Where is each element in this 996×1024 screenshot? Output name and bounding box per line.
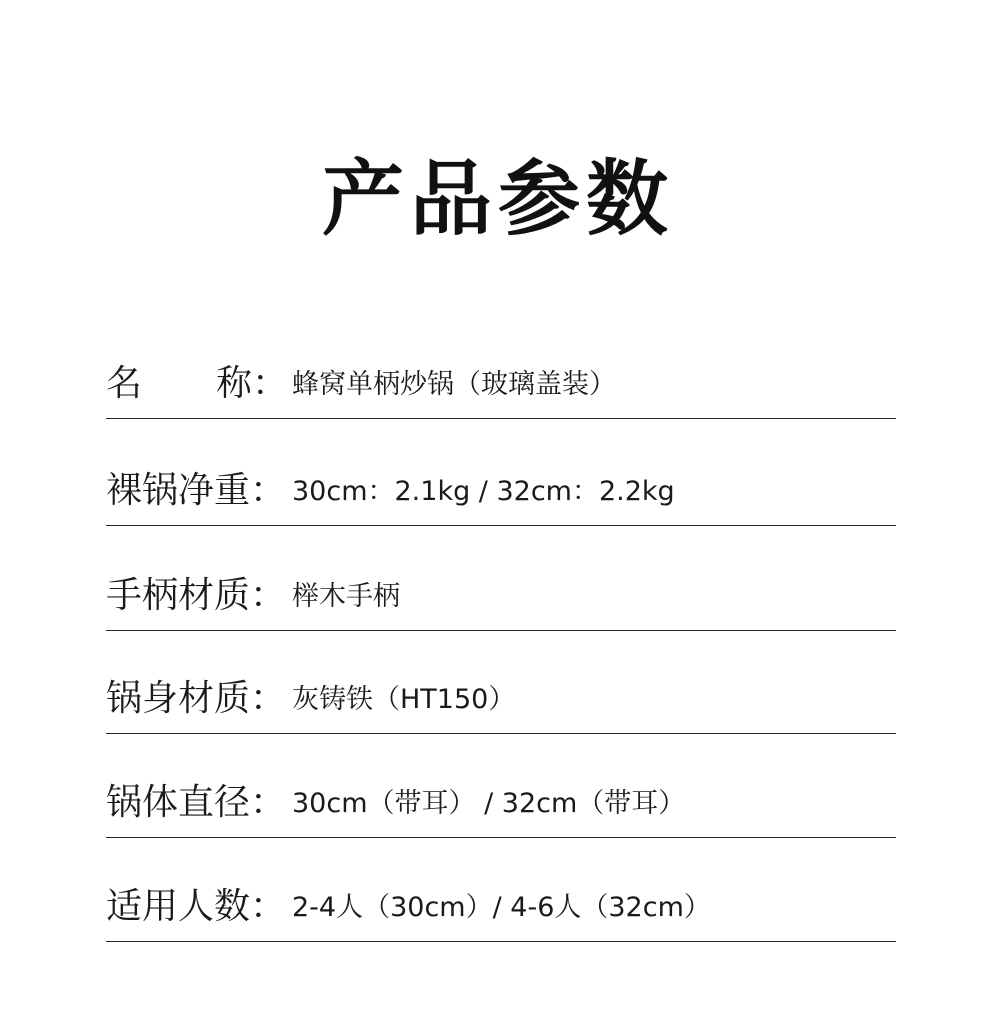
spec-value: 2-4人（30cm）/ 4-6人（32cm）: [292, 892, 711, 923]
spec-value: 30cm（带耳） / 32cm（带耳）: [292, 788, 686, 819]
spec-row-diameter: [106, 777, 896, 838]
spec-row-handle-material: [106, 570, 896, 631]
spec-label: 手柄材质：: [106, 575, 287, 616]
spec-value: 蜂窝单柄炒锅（玻璃盖装）: [292, 369, 616, 400]
spec-row-net-weight: [106, 465, 896, 526]
spec-label-part: 名: [106, 363, 143, 404]
page-title: 产品参数: [321, 152, 674, 247]
spec-label: 裸锅净重：: [106, 470, 287, 511]
spec-row-body-material: [106, 673, 896, 734]
spec-value: 30cm：2.1kg / 32cm：2.2kg: [292, 476, 675, 507]
spec-label: [106, 364, 288, 404]
spec-label: 适用人数：: [106, 886, 287, 927]
spec-value: 灰铸铁（HT150）: [292, 684, 516, 715]
spec-label: 锅身材质：: [106, 678, 287, 719]
spec-value: 榉木手柄: [292, 581, 400, 612]
spec-row-servings: [106, 881, 896, 942]
spec-label-part: 称：: [216, 363, 289, 404]
spec-row-name: [106, 358, 896, 419]
spec-label: 锅体直径：: [106, 782, 287, 823]
